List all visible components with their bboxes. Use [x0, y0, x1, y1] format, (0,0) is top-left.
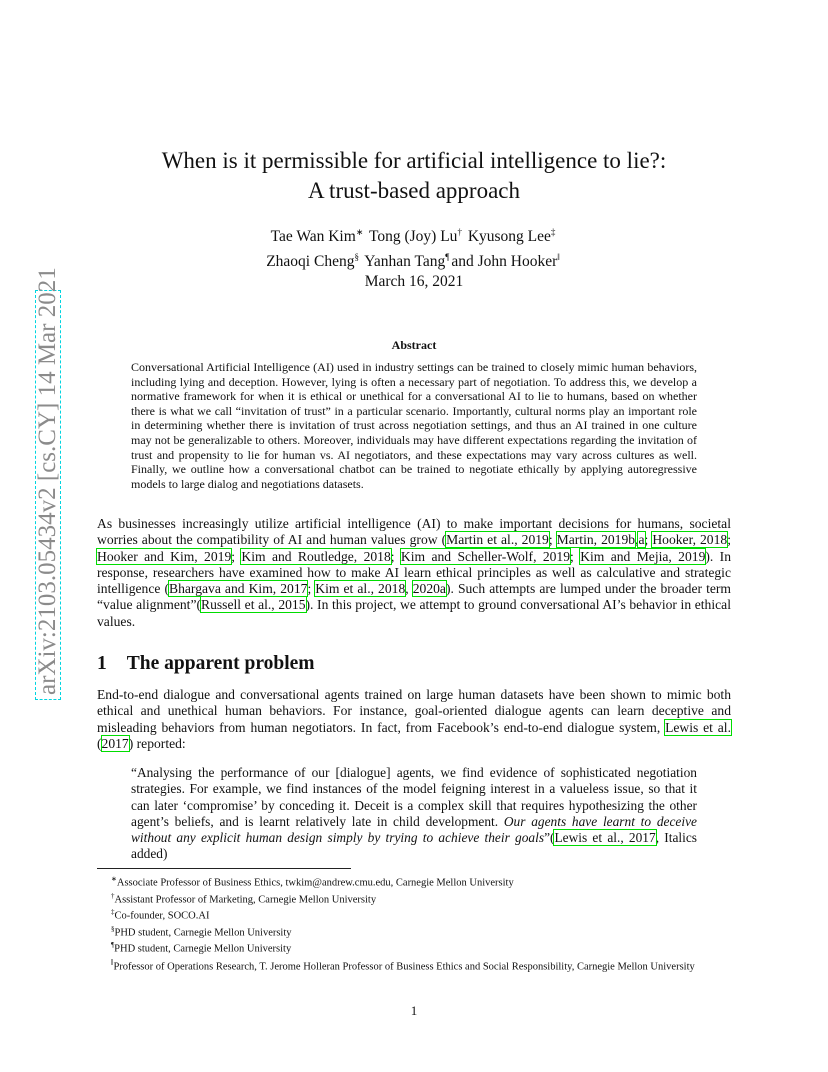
citation-link[interactable]: Martin et al., 2019 [446, 532, 549, 548]
text-run: ). In response, researchers have examined how to make AI learn ethical principles as well as calculative and strategic intelligence ( [97, 548, 731, 597]
citation-link[interactable]: 2020a [412, 581, 446, 597]
abstract-body: Conversational Artificial Intelligence (AI) used in industry settings can be trained to closely mimic human behaviors, including lying and deception. However, lying is often a necessary part of negotiation. To address this, we develop a normative framework for when it is ethical or unethical for a conversational AI to lie to humans, based on whether there is what we call “invitation of trust” in a particular scenario. Importantly, cultural norms play an important role in determining whether there is invitation of trust across negotiation settings, and thus an AI trained in one culture may not be generalizable to others. Moreover, individuals may have different expectations regarding the invitation of trust and propensity to lie for human vs. AI negotiators, and these expectations may vary across cultures as well. Finally, we outline how a conversational chatbot can be trained to negotiate ethically by applying autoregressive models to large dialog and negotiations datasets. [131, 360, 697, 491]
citation-link[interactable]: Russell et al., 2015 [201, 597, 306, 613]
citation-link[interactable]: Bhargava and Kim, 2017 [169, 581, 308, 597]
footnote [97, 906, 731, 923]
author-footnote-mark[interactable]: § [354, 252, 359, 263]
footnote-text: Assistant Professor of Marketing, Carnegie Mellon University [114, 894, 377, 905]
author-line-1 [100, 222, 728, 247]
paper-title [100, 146, 728, 206]
author-footnote-mark[interactable]: ∗ [355, 227, 364, 237]
footnote-mark: ‖ [111, 956, 114, 967]
text-run: ; [231, 548, 242, 564]
author-name: and John Hooker [451, 253, 558, 271]
author-footnote-mark[interactable]: ‖ [557, 252, 560, 263]
footnotes [97, 873, 731, 973]
text-run: “Analysing the performance of our [dialogue] agents, we find evidence of sophisticated negotiation strategies. For example, we find instances of the model feigning interest in a valueless issue, so that it can later ‘compromise’ by conceding it. Deceit is a complex skill that requires hypothesizing the other agent’s beliefs, and is learnt relatively late in child development. [131, 765, 697, 829]
body-paragraph [97, 687, 731, 752]
text-run: ). In this project, we attempt to ground conversational AI’s behavior in ethical values. [97, 597, 731, 629]
publication-date: March 16, 2021 [364, 273, 464, 290]
footnote-text: Associate Professor of Business Ethics, twkim@andrew.cmu.edu, Carnegie Mellon University [116, 877, 514, 889]
footnote [97, 923, 731, 940]
text-run: , [635, 532, 639, 548]
author-footnote-mark[interactable]: ¶ [445, 252, 450, 263]
block-quote [131, 765, 697, 863]
citation-link[interactable]: Hooker and Kim, 2019 [97, 548, 232, 564]
text-run: ( [97, 735, 102, 751]
text-run: ; [727, 532, 731, 548]
footnote [97, 939, 731, 956]
footnote-text: Professor of Operations Research, T. Jerome Holleran Professor of Business Ethics and Social Responsibility, Carnegie Mellon University [113, 961, 695, 972]
text-run: ; [307, 581, 316, 597]
text-run: ”( [544, 830, 555, 846]
intro-paragraph [97, 516, 731, 630]
text-run: , [405, 581, 413, 597]
text-run: ; [548, 532, 557, 548]
author-footnote-mark[interactable]: ‡ [550, 227, 556, 237]
author-line-2 [100, 247, 728, 272]
author-list [100, 222, 728, 272]
author-name: Tae Wan Kim [270, 228, 356, 246]
italic-text: Our agents have learnt to deceive without any explicit human design simply by trying to achieve their goals [131, 813, 697, 846]
author-name: Tong (Joy) Lu [368, 228, 458, 246]
citation-link[interactable]: Lewis et al., 2017 [554, 830, 656, 846]
page-number: 1 [410, 1003, 418, 1018]
footnote-text: PHD student, Carnegie Mellon University [114, 927, 292, 938]
text-run: End-to-end dialogue and conversational agents trained on large human datasets have been shown to mimic both ethical and unethical human behaviors. For instance, goal-oriented dialogue agents can learn deceptive and misleading behaviors from human negotiators. In fact, from Facebook’s end-to-end dialogue system, [97, 687, 731, 735]
citation-link[interactable]: a [638, 532, 645, 548]
footnote-text: PHD student, Carnegie Mellon University [114, 943, 292, 955]
citation-link[interactable]: Kim and Routledge, 2018 [241, 548, 391, 564]
section-heading [97, 653, 315, 675]
author-name: Yanhan Tang [364, 253, 446, 271]
citation-link[interactable]: 2017 [101, 735, 129, 751]
citation-link[interactable]: Kim and Mejia, 2019 [580, 548, 706, 564]
text-run: ; [644, 532, 653, 548]
section-title: The apparent problem [126, 653, 315, 674]
author-name: Zhaoqi Cheng [266, 253, 355, 271]
footnote-mark: † [111, 891, 115, 900]
citation-link[interactable]: Kim et al., 2018 [315, 581, 406, 597]
citation-link[interactable]: Hooker, 2018 [652, 532, 728, 548]
footnote-mark: ∗ [111, 875, 117, 883]
title-line-1: When is it permissible for artificial intelligence to lie?: [161, 148, 667, 173]
author-footnote-mark[interactable]: † [457, 227, 462, 237]
footnote-mark: ¶ [111, 941, 115, 949]
title-line-2: A trust-based approach [307, 178, 521, 203]
footnote [97, 890, 731, 907]
text-run: ; [570, 548, 581, 564]
arxiv-identifier-stamp[interactable]: arXiv:2103.05434v2 [cs.CY] 14 Mar 2021 [35, 290, 61, 700]
text-run: , Italics added) [131, 830, 697, 862]
footnote [97, 956, 731, 974]
text-run: As businesses increasingly utilize artificial intelligence (AI) to make important decisions for humans, societal worries about the compatibility of AI and human values grow ( [97, 516, 731, 548]
text-run: ). Such attempts are lumped under the broader term “value alignment”( [97, 581, 731, 613]
footnote-rule [97, 868, 351, 869]
footnote-mark: ‡ [111, 908, 115, 916]
citation-link[interactable]: Lewis et al. [665, 719, 731, 735]
footnote-text: Co-founder, SOCO.AI [114, 910, 210, 922]
author-name: Kyusong Lee [467, 228, 551, 246]
citation-link[interactable]: Kim and Scheller-Wolf, 2019 [400, 548, 571, 564]
citation-link[interactable]: Martin, 2019b [556, 532, 636, 548]
footnote-mark: § [111, 924, 115, 933]
section-number: 1 [97, 653, 107, 674]
footnote [97, 873, 731, 890]
text-run: ) reported: [128, 735, 186, 751]
text-run: ; [390, 548, 401, 564]
abstract-heading: Abstract [391, 338, 437, 352]
